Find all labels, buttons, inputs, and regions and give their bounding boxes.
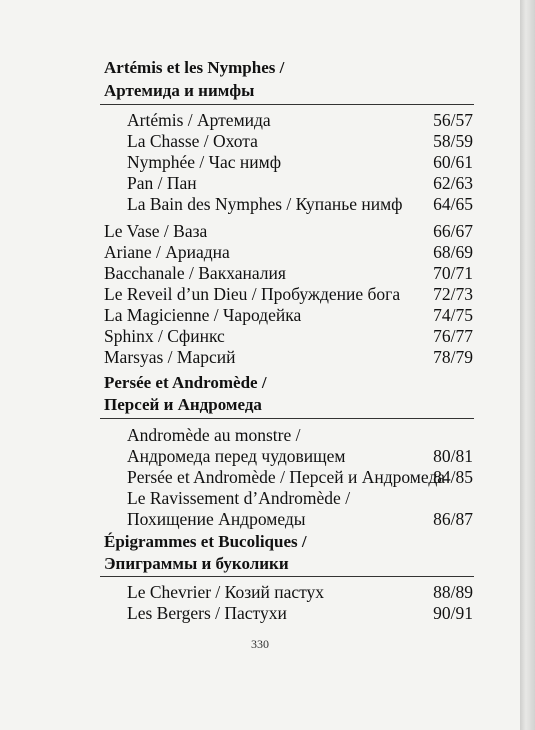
toc-entry-pages: 62/63	[433, 173, 473, 193]
toc-entry-pages: 90/91	[433, 603, 473, 623]
toc-entry-title: Artémis / Артемида	[127, 110, 271, 130]
toc-entry-pages: 64/65	[433, 194, 473, 214]
toc-entry-title: La Magicienne / Чародейка	[104, 305, 302, 325]
section-rule	[100, 104, 474, 105]
toc-entry-title: Le Vase / Ваза	[104, 221, 208, 241]
toc-entry-title: Андромеда перед чудовищем	[127, 446, 346, 466]
toc-entry-title: Ariane / Ариадна	[104, 242, 230, 262]
toc-entry-pages: 70/71	[433, 263, 473, 283]
toc-entry-pages: 72/73	[433, 284, 473, 304]
toc-entry-title: Pan / Пан	[127, 173, 197, 193]
toc-entry-pages: 84/85	[433, 467, 473, 487]
section-rule	[100, 418, 474, 419]
toc-entry-pages: 66/67	[433, 221, 473, 241]
section-heading-ru: Эпиграммы и буколики	[104, 554, 289, 573]
toc-entry-pages: 78/79	[433, 347, 473, 367]
section-heading-fr: Persée et Andromède /	[104, 373, 267, 392]
toc-entry-title: Les Bergers / Пастухи	[127, 603, 287, 623]
section-heading-ru: Артемида и нимфы	[104, 81, 255, 100]
toc-entry-pages: 58/59	[433, 131, 473, 151]
toc-entry-title: Nymphée / Час нимф	[127, 152, 282, 172]
toc-entry-pages: 74/75	[433, 305, 473, 325]
toc-entry-title: La Bain des Nymphes / Купанье нимф	[127, 194, 403, 214]
toc-entry-title: Bacchanale / Вакханалия	[104, 263, 286, 283]
page-number: 330	[251, 637, 269, 651]
toc-entry-title: Marsyas / Марсий	[104, 347, 236, 367]
toc-entry-title: Andromède au monstre /	[127, 425, 301, 445]
section-rule	[100, 576, 474, 577]
toc-entry-title: Le Ravissement d’Andromède /	[127, 488, 351, 508]
toc-entry-pages: 88/89	[433, 582, 473, 602]
toc-entry-title: Le Reveil d’un Dieu / Пробуждение бога	[104, 284, 401, 304]
section-heading-fr: Artémis et les Nymphes /	[104, 58, 285, 77]
section-heading-fr: Épigrammes et Bucoliques /	[104, 532, 307, 551]
toc-entry-title: Persée et Andromède / Персей и Андромеда	[127, 467, 446, 487]
toc-entry-pages: 80/81	[433, 446, 473, 466]
section-heading-ru: Персей и Андромеда	[104, 395, 262, 414]
toc-entry-pages: 68/69	[433, 242, 473, 262]
toc-entry-pages: 76/77	[433, 326, 473, 346]
toc-entry-title: Le Chevrier / Козий пастух	[127, 582, 325, 602]
toc-entry-title: Sphinx / Сфинкс	[104, 326, 225, 346]
toc-entry-pages: 86/87	[433, 509, 473, 529]
toc-entry-title: La Chasse / Охота	[127, 131, 258, 151]
toc-entry-pages: 60/61	[433, 152, 473, 172]
toc-entry-pages: 56/57	[433, 110, 473, 130]
page-edge	[520, 0, 535, 730]
toc-entry-title: Похищение Андромеды	[127, 509, 306, 529]
